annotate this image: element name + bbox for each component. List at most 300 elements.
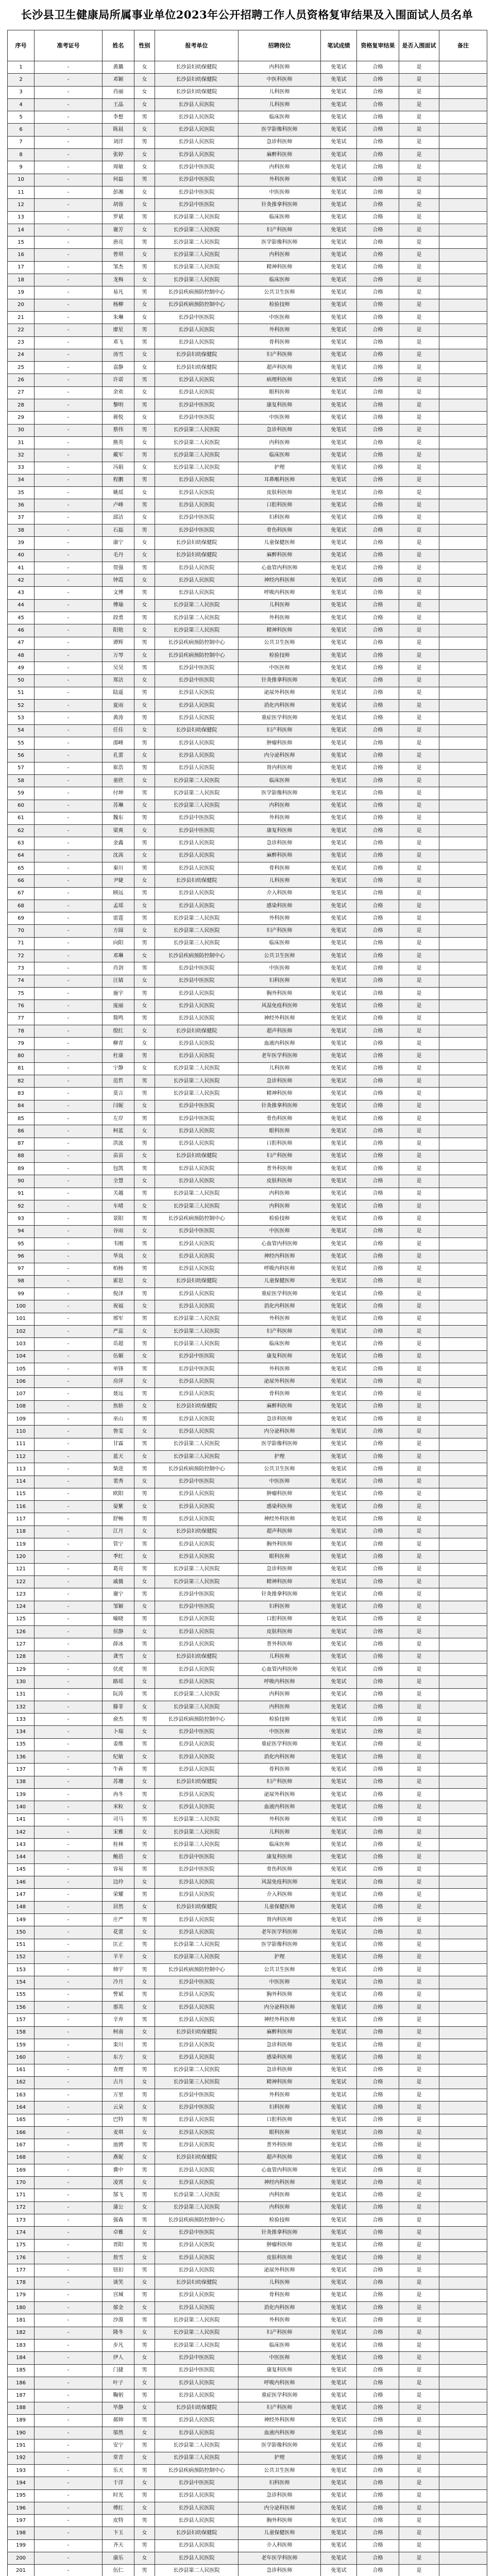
cell-gender: 女: [134, 1476, 155, 1488]
cell-index: 58: [8, 774, 35, 787]
cell-name: 宁静: [103, 1062, 134, 1075]
cell-remark: [439, 1839, 487, 1851]
cell-name: 池骋: [103, 2139, 134, 2151]
cell-interview: 是: [399, 2177, 439, 2189]
cell-unit: 长沙县中医医院: [155, 1863, 239, 1876]
cell-position: 心血管内科医师: [239, 1238, 321, 1250]
cell-exam-type: 免笔试: [321, 1989, 357, 2001]
table-row: [8, 1776, 487, 1788]
table-row: [8, 412, 487, 424]
cell-exam-type: 免笔试: [321, 1913, 357, 1926]
cell-gender: 男: [134, 1213, 155, 1225]
cell-unit: 长沙县人民医院: [155, 837, 239, 850]
cell-exam-type: 免笔试: [321, 2477, 357, 2489]
cell-index: 117: [8, 1513, 35, 1526]
table-row: [8, 774, 487, 787]
cell-interview: 是: [399, 2026, 439, 2039]
cell-remark: [439, 850, 487, 862]
cell-gender: 女: [134, 1025, 155, 1037]
table-row: [8, 1501, 487, 1513]
cell-unit: 长沙县第二人民医院: [155, 2327, 239, 2339]
cell-position: 康复科医师: [239, 2364, 321, 2377]
cell-exam-type: 免笔试: [321, 2177, 357, 2189]
cell-ticket: -: [35, 2402, 103, 2414]
cell-gender: 男: [134, 1438, 155, 1450]
table-row: [8, 487, 487, 499]
cell-interview: 是: [399, 2002, 439, 2014]
cell-name: 东方: [103, 2052, 134, 2064]
cell-review: 合格: [357, 962, 399, 975]
cell-unit: 长沙县中医医院: [155, 524, 239, 536]
cell-ticket: -: [35, 1801, 103, 1814]
cell-gender: 女: [134, 2327, 155, 2339]
cell-index: 168: [8, 2151, 35, 2164]
cell-index: 19: [8, 286, 35, 299]
cell-index: 107: [8, 1388, 35, 1400]
cell-ticket: -: [35, 462, 103, 474]
cell-review: 合格: [357, 1751, 399, 1764]
cell-unit: 长沙县人民医院: [155, 762, 239, 774]
cell-review: 合格: [357, 1150, 399, 1162]
cell-ticket: -: [35, 1526, 103, 1538]
cell-index: 166: [8, 2126, 35, 2139]
cell-interview: 是: [399, 1325, 439, 1337]
cell-review: 合格: [357, 537, 399, 549]
cell-interview: 是: [399, 837, 439, 850]
cell-unit: 长沙县中医医院: [155, 412, 239, 424]
cell-gender: 女: [134, 925, 155, 937]
cell-ticket: -: [35, 1000, 103, 1012]
cell-unit: 长沙县中医医院: [155, 812, 239, 824]
cell-name: 路瑶: [103, 1676, 134, 1688]
cell-ticket: -: [35, 136, 103, 148]
cell-interview: 是: [399, 1851, 439, 1863]
cell-exam-type: 免笔试: [321, 1050, 357, 1062]
cell-ticket: -: [35, 1964, 103, 1976]
cell-review: 合格: [357, 1551, 399, 1563]
cell-ticket: -: [35, 2565, 103, 2576]
cell-index: 199: [8, 2539, 35, 2552]
cell-gender: 女: [134, 975, 155, 987]
cell-exam-type: 免笔试: [321, 1062, 357, 1075]
table-row: [8, 1863, 487, 1876]
cell-remark: [439, 1688, 487, 1701]
cell-position: 康复科医师: [239, 825, 321, 837]
cell-remark: [439, 1263, 487, 1275]
cell-remark: [439, 1538, 487, 1551]
cell-name: 卞玉: [103, 2527, 134, 2539]
cell-name: 钮扣: [103, 2264, 134, 2277]
cell-remark: [439, 712, 487, 724]
cell-index: 161: [8, 2064, 35, 2076]
cell-exam-type: 免笔试: [321, 2089, 357, 2102]
cell-review: 合格: [357, 2139, 399, 2151]
cell-review: 合格: [357, 1901, 399, 1913]
cell-remark: [439, 2126, 487, 2139]
cell-name: 花蕾: [103, 1926, 134, 1939]
cell-review: 合格: [357, 1538, 399, 1551]
cell-unit: 长沙县中医医院: [155, 311, 239, 324]
cell-unit: 长沙县人民医院: [155, 1751, 239, 1764]
cell-name: 段勇: [103, 612, 134, 624]
cell-exam-type: 免笔试: [321, 1012, 357, 1025]
cell-name: 冀中: [103, 2164, 134, 2176]
cell-position: 麻醉科医师: [239, 1400, 321, 1413]
cell-remark: [439, 1989, 487, 2001]
cell-ticket: -: [35, 324, 103, 336]
cell-unit: 长沙县妇幼保健院: [155, 1150, 239, 1162]
cell-interview: 是: [399, 2076, 439, 2089]
cell-unit: 长沙县妇幼保健院: [155, 1901, 239, 1913]
cell-exam-type: 免笔试: [321, 2465, 357, 2477]
cell-index: 92: [8, 1200, 35, 1213]
cell-unit: 长沙县妇幼保健院: [155, 1275, 239, 1287]
cell-position: 外科医师: [239, 1363, 321, 1375]
cell-interview: 是: [399, 2502, 439, 2514]
cell-position: 麻醉科医师: [239, 850, 321, 862]
cell-interview: 是: [399, 937, 439, 950]
cell-index: 75: [8, 987, 35, 999]
cell-remark: [439, 2452, 487, 2464]
cell-exam-type: 免笔试: [321, 2552, 357, 2565]
cell-interview: 是: [399, 2214, 439, 2227]
cell-position: 皮肤科医师: [239, 1175, 321, 1188]
table-row: [8, 2102, 487, 2114]
cell-position: 血液内科医师: [239, 2427, 321, 2439]
table-row: [8, 149, 487, 161]
cell-index: 186: [8, 2377, 35, 2389]
cell-interview: 是: [399, 1075, 439, 1088]
cell-exam-type: 免笔试: [321, 1476, 357, 1488]
cell-ticket: -: [35, 962, 103, 975]
cell-index: 61: [8, 812, 35, 824]
cell-interview: 是: [399, 174, 439, 186]
cell-position: 骨科医师: [239, 2289, 321, 2301]
cell-ticket: -: [35, 674, 103, 687]
cell-gender: 男: [134, 1714, 155, 1726]
cell-gender: 男: [134, 1889, 155, 1901]
cell-review: 合格: [357, 174, 399, 186]
cell-interview: 是: [399, 975, 439, 987]
cell-ticket: -: [35, 700, 103, 712]
cell-index: 181: [8, 2314, 35, 2327]
cell-name: 步凡: [103, 2340, 134, 2352]
table-row: [8, 1163, 487, 1175]
table-row: [8, 111, 487, 124]
cell-index: 63: [8, 837, 35, 850]
cell-remark: [439, 2251, 487, 2264]
cell-exam-type: 免笔试: [321, 1976, 357, 1989]
table-row: [8, 612, 487, 624]
cell-ticket: -: [35, 1976, 103, 1989]
cell-ticket: -: [35, 1300, 103, 1313]
cell-index: 189: [8, 2414, 35, 2427]
cell-remark: [439, 2201, 487, 2214]
cell-index: 15: [8, 236, 35, 249]
cell-remark: [439, 812, 487, 824]
cell-review: 合格: [357, 474, 399, 486]
cell-review: 合格: [357, 161, 399, 174]
cell-gender: 女: [134, 1225, 155, 1238]
cell-exam-type: 免笔试: [321, 336, 357, 349]
cell-gender: 男: [134, 1939, 155, 1951]
cell-review: 合格: [357, 1450, 399, 1463]
cell-unit: 长沙县中医医院: [155, 674, 239, 687]
cell-exam-type: 免笔试: [321, 2002, 357, 2014]
cell-exam-type: 免笔试: [321, 2114, 357, 2126]
cell-unit: 长沙县妇幼保健院: [155, 1400, 239, 1413]
cell-ticket: -: [35, 812, 103, 824]
cell-name: 滕菲: [103, 1701, 134, 1713]
cell-name: 于洋: [103, 2477, 134, 2489]
cell-exam-type: 免笔试: [321, 1714, 357, 1726]
cell-exam-type: 免笔试: [321, 812, 357, 824]
cell-ticket: -: [35, 1651, 103, 1663]
cell-name: 冷月: [103, 1976, 134, 1989]
cell-remark: [439, 186, 487, 198]
cell-unit: 长沙县中医医院: [155, 199, 239, 211]
cell-name: 周敏: [103, 161, 134, 174]
cell-name: 左岸: [103, 1112, 134, 1125]
table-row: [8, 2139, 487, 2151]
cell-unit: 长沙县第二人民医院: [155, 2189, 239, 2201]
cell-interview: 是: [399, 1513, 439, 1526]
cell-index: 105: [8, 1363, 35, 1375]
table-row: [8, 474, 487, 486]
cell-review: 合格: [357, 299, 399, 311]
cell-exam-type: 免笔试: [321, 2414, 357, 2427]
table-row: [8, 274, 487, 286]
cell-exam-type: 免笔试: [321, 111, 357, 124]
cell-remark: [439, 424, 487, 436]
cell-ticket: -: [35, 2026, 103, 2039]
cell-exam-type: 免笔试: [321, 837, 357, 850]
cell-interview: 是: [399, 2126, 439, 2139]
cell-ticket: -: [35, 2289, 103, 2301]
cell-gender: 女: [134, 950, 155, 962]
cell-ticket: -: [35, 612, 103, 624]
cell-ticket: -: [35, 1676, 103, 1688]
cell-unit: 长沙县人民医院: [155, 1012, 239, 1025]
table-row: [8, 236, 487, 249]
cell-interview: 是: [399, 2139, 439, 2151]
table-row: [8, 850, 487, 862]
cell-remark: [439, 149, 487, 161]
cell-gender: 男: [134, 111, 155, 124]
cell-exam-type: 免笔试: [321, 2227, 357, 2239]
cell-unit: 长沙县人民医院: [155, 1263, 239, 1275]
cell-gender: 女: [134, 2302, 155, 2314]
cell-remark: [439, 562, 487, 574]
cell-exam-type: 免笔试: [321, 1225, 357, 1238]
cell-remark: [439, 1976, 487, 1989]
cell-index: 32: [8, 449, 35, 462]
table-row: [8, 2251, 487, 2264]
cell-review: 合格: [357, 1989, 399, 2001]
cell-name: 郜飞: [103, 2189, 134, 2201]
cell-review: 合格: [357, 1776, 399, 1788]
cell-exam-type: 免笔试: [321, 762, 357, 774]
cell-index: 201: [8, 2565, 35, 2576]
cell-name: 殷红: [103, 1025, 134, 1037]
cell-index: 106: [8, 1376, 35, 1388]
cell-position: 妇科医师: [239, 2102, 321, 2114]
cell-exam-type: 免笔试: [321, 1551, 357, 1563]
cell-review: 合格: [357, 2314, 399, 2327]
cell-name: 巴特: [103, 2114, 134, 2126]
cell-position: 临床医师: [239, 937, 321, 950]
cell-ticket: -: [35, 2414, 103, 2427]
cell-position: 眼科医师: [239, 1125, 321, 1138]
cell-remark: [439, 412, 487, 424]
cell-review: 合格: [357, 436, 399, 449]
table-row: [8, 1989, 487, 2001]
cell-exam-type: 免笔试: [321, 362, 357, 374]
cell-ticket: -: [35, 1288, 103, 1300]
cell-position: 临床医师: [239, 111, 321, 124]
table-row: [8, 462, 487, 474]
cell-exam-type: 免笔试: [321, 2052, 357, 2064]
cell-interview: 是: [399, 1125, 439, 1138]
cell-index: 115: [8, 1488, 35, 1500]
cell-gender: 女: [134, 1062, 155, 1075]
cell-position: 肿瘤科医师: [239, 2239, 321, 2251]
cell-interview: 是: [399, 1488, 439, 1500]
cell-index: 46: [8, 624, 35, 637]
cell-exam-type: 免笔试: [321, 2277, 357, 2289]
cell-position: 外科医师: [239, 324, 321, 336]
cell-interview: 是: [399, 1613, 439, 1625]
cell-review: 合格: [357, 2026, 399, 2039]
cell-ticket: -: [35, 261, 103, 274]
cell-interview: 是: [399, 249, 439, 261]
cell-ticket: -: [35, 1851, 103, 1863]
cell-name: 蒲公: [103, 2201, 134, 2214]
cell-name: 黄璐: [103, 61, 134, 74]
cell-index: 69: [8, 912, 35, 925]
cell-index: 93: [8, 1213, 35, 1225]
cell-gender: 男: [134, 2139, 155, 2151]
cell-index: 120: [8, 1551, 35, 1563]
cell-review: 合格: [357, 2201, 399, 2214]
cell-gender: 女: [134, 1501, 155, 1513]
cell-unit: 长沙县中医医院: [155, 512, 239, 524]
cell-ticket: -: [35, 1400, 103, 1413]
cell-index: 29: [8, 412, 35, 424]
cell-name: 查理: [103, 2064, 134, 2076]
cell-interview: 是: [399, 1538, 439, 1551]
cell-remark: [439, 687, 487, 699]
cell-exam-type: 免笔试: [321, 1200, 357, 1213]
cell-ticket: -: [35, 837, 103, 850]
cell-exam-type: 免笔试: [321, 1638, 357, 1651]
table-row: [8, 1676, 487, 1688]
cell-interview: 是: [399, 1863, 439, 1876]
table-row: [8, 524, 487, 536]
cell-ticket: -: [35, 1088, 103, 1100]
cell-interview: 是: [399, 436, 439, 449]
cell-ticket: -: [35, 2439, 103, 2452]
cell-name: 沈茜: [103, 850, 134, 862]
cell-ticket: -: [35, 2076, 103, 2089]
cell-index: 34: [8, 474, 35, 486]
cell-gender: 男: [134, 1563, 155, 1575]
cell-ticket: -: [35, 1738, 103, 1751]
cell-index: 188: [8, 2402, 35, 2414]
cell-unit: 长沙县人民医院: [155, 2052, 239, 2064]
table-row: [8, 261, 487, 274]
cell-ticket: -: [35, 2327, 103, 2339]
table-row: [8, 1400, 487, 1413]
cell-index: 1: [8, 61, 35, 74]
cell-remark: [439, 174, 487, 186]
cell-index: 40: [8, 549, 35, 562]
table-row: [8, 2076, 487, 2089]
cell-ticket: -: [35, 1463, 103, 1476]
cell-index: 18: [8, 274, 35, 286]
cell-gender: 男: [134, 211, 155, 224]
cell-gender: 男: [134, 1588, 155, 1601]
table-row: [8, 1688, 487, 1701]
cell-index: 173: [8, 2214, 35, 2227]
cell-position: 神经内科医师: [239, 1250, 321, 1263]
cell-exam-type: 免笔试: [321, 1613, 357, 1625]
cell-exam-type: 免笔试: [321, 2427, 357, 2439]
cell-unit: 长沙县中医医院: [155, 1100, 239, 1112]
cell-interview: 是: [399, 2302, 439, 2314]
cell-ticket: -: [35, 2114, 103, 2126]
cell-position: 中医医师: [239, 662, 321, 674]
cell-exam-type: 免笔试: [321, 1088, 357, 1100]
cell-gender: 女: [134, 1651, 155, 1663]
cell-ticket: -: [35, 599, 103, 612]
cell-ticket: -: [35, 1863, 103, 1876]
cell-unit: 长沙县第三人民医院: [155, 624, 239, 637]
cell-interview: 是: [399, 1038, 439, 1050]
cell-gender: 男: [134, 1839, 155, 1851]
cell-interview: 是: [399, 1175, 439, 1188]
cell-name: 凌霄: [103, 2177, 134, 2189]
cell-gender: 男: [134, 937, 155, 950]
cell-review: 合格: [357, 1764, 399, 1776]
cell-position: 口腔科医师: [239, 499, 321, 512]
cell-gender: 男: [134, 2114, 155, 2126]
cell-position: 泌尿外科医师: [239, 687, 321, 699]
cell-interview: 是: [399, 1275, 439, 1287]
cell-name: 严蕊: [103, 1325, 134, 1337]
cell-unit: 长沙县妇幼保健院: [155, 2402, 239, 2414]
cell-unit: 长沙县人民医院: [155, 2251, 239, 2264]
cell-name: 鞠躬: [103, 2389, 134, 2402]
cell-name: 伏虎: [103, 1664, 134, 1676]
cell-unit: 长沙县第二人民医院: [155, 1062, 239, 1075]
cell-ticket: -: [35, 1225, 103, 1238]
cell-review: 合格: [357, 2402, 399, 2414]
cell-interview: 是: [399, 1563, 439, 1575]
cell-unit: 长沙县第二人民医院: [155, 1563, 239, 1575]
cell-remark: [439, 574, 487, 587]
cell-exam-type: 免笔试: [321, 236, 357, 249]
cell-ticket: -: [35, 2164, 103, 2176]
table-row: [8, 2439, 487, 2452]
cell-exam-type: 免笔试: [321, 487, 357, 499]
cell-gender: 男: [134, 1012, 155, 1025]
cell-position: 临床医师: [239, 211, 321, 224]
cell-interview: 是: [399, 1463, 439, 1476]
table-row: [8, 1901, 487, 1913]
cell-name: 聂远: [103, 1388, 134, 1400]
table-row: [8, 1075, 487, 1088]
